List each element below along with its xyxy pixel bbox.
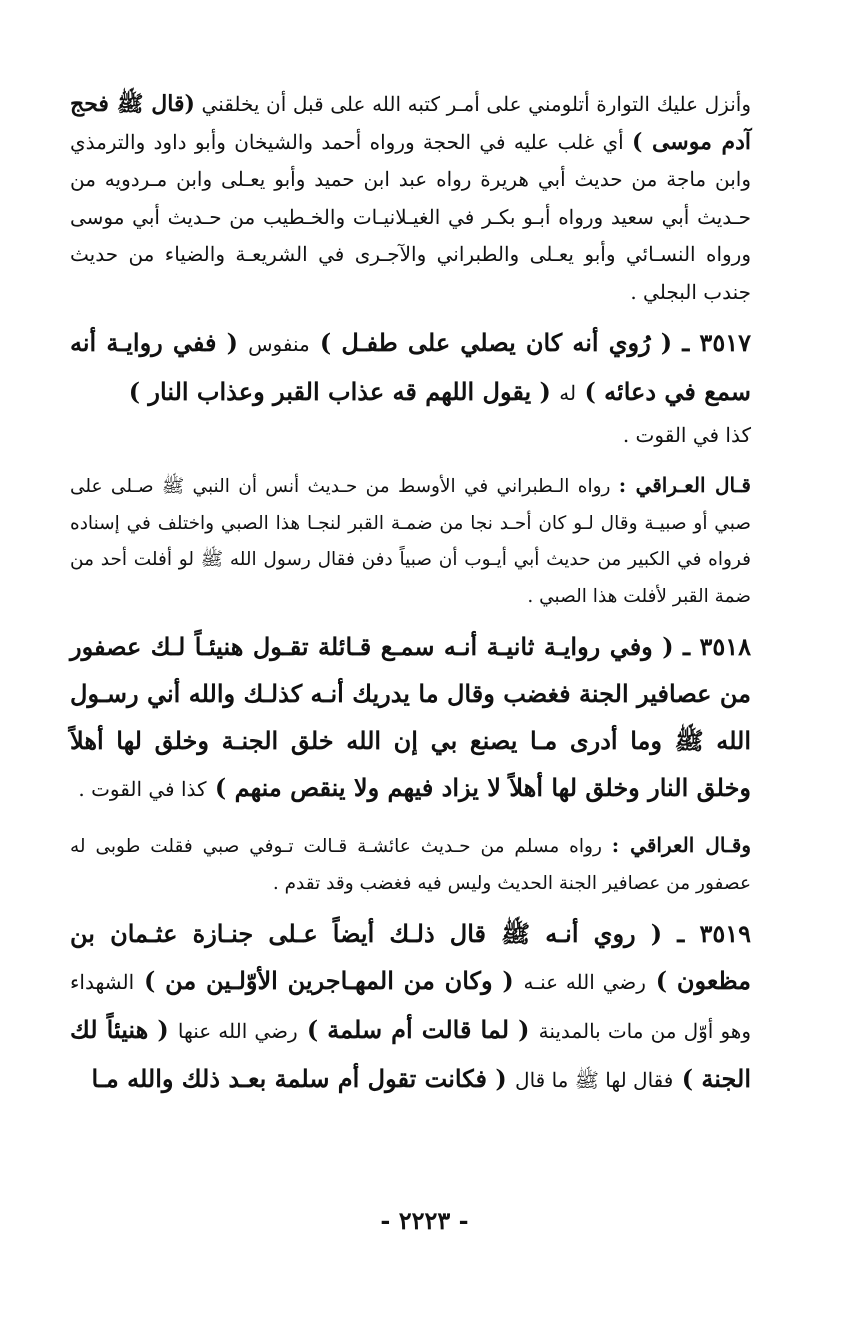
hadith-text: ٣٥١٨ ـ ( وفي روايـة ثانيـة أنـه سمـع قـائلة تقـول هنيئـاً لـك عصفور من عصافير الجنة فغضب وقال ما يدريك أنـه كذلـك والله أني رسـول الله ﷺ وما أدرى مـا يصنع بي إن الله خلق الجنـة وخلق لها أهلاً وخلق النار وخلق لها أهلاً لا يزاد فيهم ولا ينقص منهم ) <box>70 632 751 802</box>
gloss-text: له <box>559 381 577 405</box>
gloss-text: رضي الله عنـه <box>523 970 646 994</box>
commentary-text: رواه الـطبراني في الأوسط من حـديث أنس أن النبي ﷺ صـلى على صبي أو صبيـة وقال لـو كان أحـد نجا من ضمـة القبر لنجـا هذا الصبي واختلف في إسناده فرواه في الكبير من حديث أبي أيـوب أن صبياً دفن فقال رسول الله ﷺ لو أفلت أحد من ضمة القبر لأفلت هذا الصبي . <box>70 476 751 607</box>
source-note: كذا في القوت . <box>622 423 751 447</box>
hadith-text: ٣٥١٧ ـ ( رُوي أنه كان يصلي على طفـل ) <box>319 328 751 357</box>
hadith-3517 <box>70 319 751 453</box>
commentator-label: وقـال العراقي : <box>611 833 751 857</box>
hadith-text: ( ففي روايـة أنه سمع في دعائه ) <box>70 328 751 406</box>
hadith-text: ٣٥١٩ ـ ( روي أنـه ﷺ قال ذلـك أيضاً عـلى جنـازة عثـمان بن مظعون ) <box>70 919 752 995</box>
commentary-text: رواه مسلم من حـديث عائشـة قـالت تـوفي صبي فقلت طوبى له عصفور من عصافير الجنة الحديث وليس فيه فغضب وقد تقدم . <box>70 836 751 894</box>
commentator-label: قـال العـراقي : <box>618 473 751 497</box>
commentary-text: أي غلب عليه في الحجة ورواه أحمد والشيخان وأبو داود والترمذي وابن ماجة من حديث أبي هريرة رواه عبد ابن حميد وأبو يعـلى وابن مـردويه من حـديث أبي سعيد ورواه أبـو بكـر في الغيـلانيـات والخـطيب من حـديث أبي موسى ورواه النسـائي وأبو يعـلى والطبراني والآجـرى في الشريعـة والضياء من حديث جندب البجلي . <box>70 129 751 304</box>
gloss-text: رضي الله عنها <box>177 1019 298 1043</box>
hadith-3519 <box>70 910 751 1104</box>
hadith-text: ( يقول اللهم قه عذاب القبر وعذاب النار ) <box>128 377 551 406</box>
page-number: - ٢٢٢٣ - <box>380 1206 469 1235</box>
hadith-3518 <box>70 623 751 813</box>
gloss-text: الشهداء وهو أوّل من مات بالمدينة <box>70 970 752 1043</box>
text: وأنزل عليك التوارة أتلومني على أمـر كتبه الله على قبل أن يخلقني <box>201 92 751 116</box>
iraqi-commentary-3517 <box>70 467 751 615</box>
gloss-text: منفوس <box>248 332 310 356</box>
iraqi-commentary-3518 <box>70 827 751 902</box>
gloss-text: فقال لها ﷺ ما قال <box>515 1068 674 1092</box>
paragraph-continuation <box>70 86 751 311</box>
hadith-text: (قال ﷺ فحج آدم موسى ) <box>70 91 751 155</box>
source-note: كذا في القوت . <box>78 777 207 801</box>
hadith-text: ( لما قالت أم سلمة ) <box>306 1015 530 1044</box>
hadith-text: ( وكان من المهـاجرين الأوّلـين من ) <box>143 966 514 995</box>
hadith-text: ( هنيئاً لك الجنة ) <box>70 1015 751 1093</box>
hadith-text: ( فكانت تقول أم سلمة بعـد ذلك والله مـا <box>91 1064 507 1093</box>
